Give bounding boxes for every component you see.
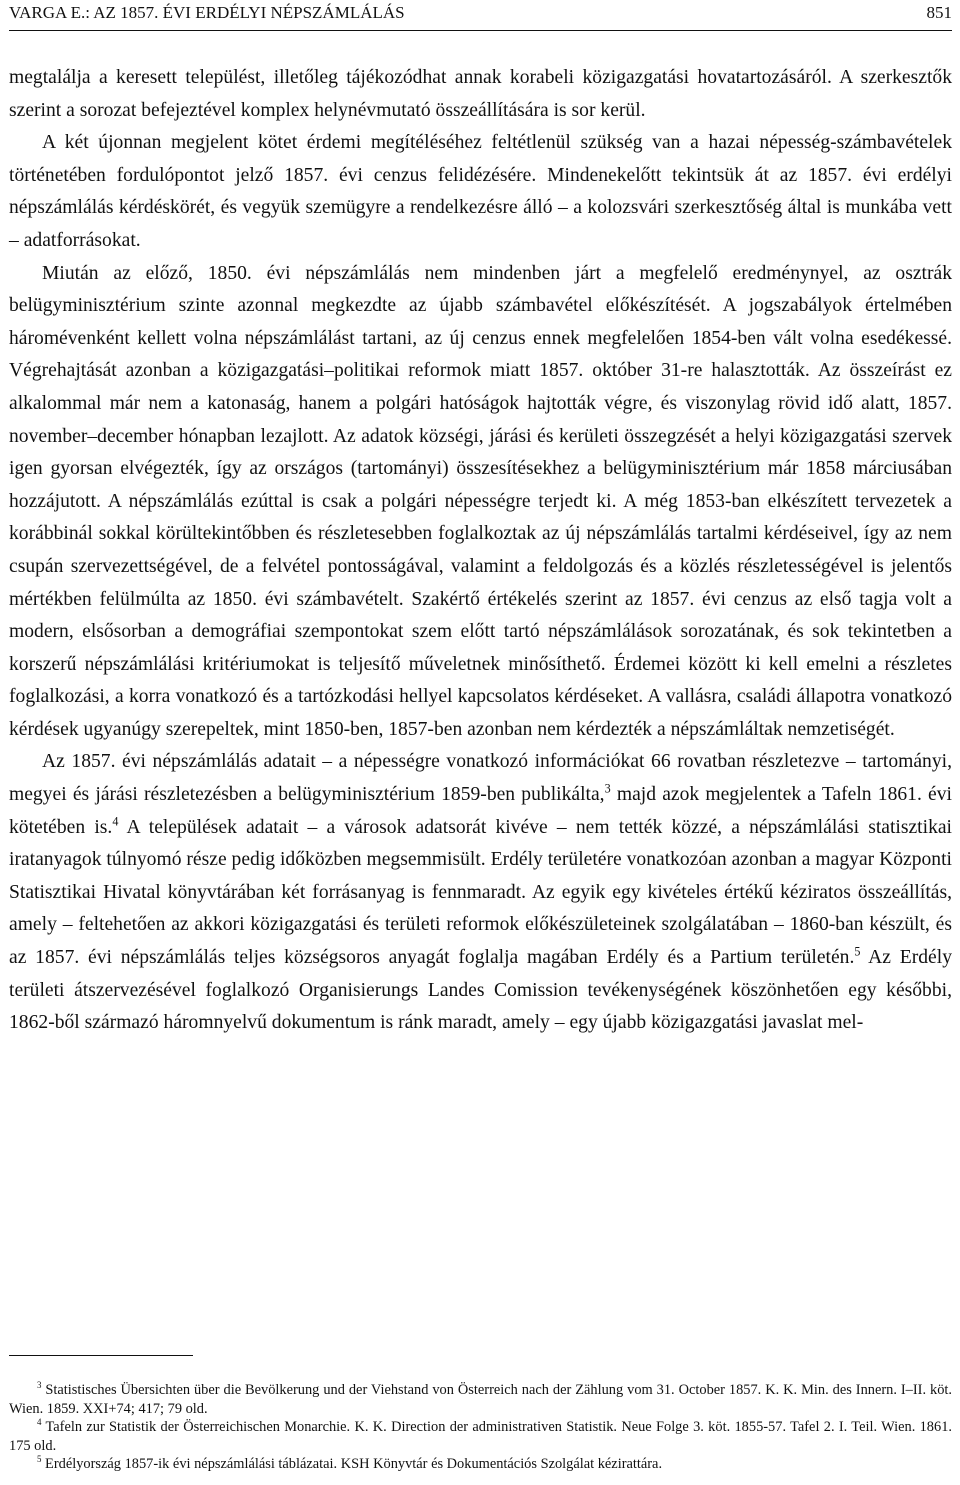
footnote-ref-4: 4 — [112, 814, 119, 829]
paragraph-3: Miután az előző, 1850. évi népszámlálás nem mindenben járt a megfelelő eredménynyel, az osztrák belügyminisztérium szinte azonnal megkezdte az újabb számbavétel előkészítését. A jogszabályok értelmében háromévenként kellett volna népszámlálást tartani, az új cenzus ennek megfelelően 1854-ben vált volna esedékessé. Végrehajtását azonban a közigazgatási–politikai reformok miatt 1857. október 31-re halasztották. Az összeírást ez alkalommal már nem a katonaság, hanem a polgári hatóságok hajtották végre, és viszonylag rövid idő alatt, 1857. november–december hónapban lezajlott. Az adatok községi, járási és kerületi összegzését a helyi közigazgatási szervek igen gyorsan elvégezték, így az országos (tartományi) összesítésekhez a belügyminisztérium már 1858 márciusában hozzájutott. A népszámlálás ezúttal is csak a polgári népességre terjedt ki. A még 1853-ban elkészített tervezetek a korábbinál sokkal körültekintőbben és részletesebben foglalkoztak az új népszámlálás tartalmi kérdéseivel, így az nem csupán szervezettségével, de a felvétel pontosságával, valamint a feldolgozás és a közlés részletességével is jelentős mértékben felülmúlta az 1850. évi számbavételt. Szakértő értékelés szerint az 1857. évi cenzus az első tagja volt a modern, elsősorban a demográfiai szempontokat szem előtt tartó népszámlálások sorozatának, és sok tekintetben a korszerű népszámlálási kritériumokat is teljesítő műveletnek minősíthető. Érdemei között ki kell emelni a részletes foglalkozási, a korra vonatkozó és a tartózkodási hellyel kapcsolatos kérdéseket. A vallásra, családi állapotra vonatkozó kérdések ugyanúgy szerepeltek, mint 1850-ben, 1857-ben azonban nem kérdezték a népszámláltak nemzetiségét. — [9, 262, 952, 740]
footnote-ref-5: 5 — [854, 944, 861, 959]
body-text — [9, 62, 952, 1040]
running-header — [9, 2, 952, 28]
footnote-rule — [9, 1355, 193, 1356]
footnote-5 — [9, 1455, 952, 1474]
footnote-3 — [9, 1381, 952, 1418]
paragraph-4-part-c: A települések adatait – a városok adatsorát kivéve – nem tették közzé, a népszámlálási statisztikai iratanyagok túlnyomó része pedig időközben megsemmisült. Erdély területére vonatkozóan azonban a magyar Központi Statisztikai Hivatal könyvtárában két forrásanyag is fennmaradt. Az egyik egy kivételes értékű kéziratos összeállítás, amely – feltehetően az akkori közigazgatási és területi reformok előkészületeinek szolgálatában – 1860-ban készült, és az 1857. évi népszámlálás teljes községsoros anyagát foglalja magában Erdély és a Partium területén. — [9, 816, 953, 969]
footnote-ref-3: 3 — [604, 781, 611, 796]
footnote-mark: 5 — [37, 1454, 42, 1465]
footnote-text: Tafeln zur Statistik der Österreichischen Monarchie. K. K. Direction der administrativen Statistik. Neue Folge 3. köt. 1855-57. Tafel 2. I. Teil. Wien. 1861. 175 old. — [9, 1419, 952, 1454]
paragraph-4-part-b: majd azok megjelentek a Tafeln 1861. évi kötetében is. — [9, 784, 952, 838]
page-number: 851 — [926, 3, 952, 22]
paragraph-4-part-d: Az Erdély területi átszervezésével foglalkozó Organisierungs Landes Comission tevékenységének köszönhetően egy későbbi, 1862-ből származó háromnyelvű dokumentum is ránk maradt, amely – egy újabb közigazgatási javaslat mel- — [9, 947, 952, 1034]
footnote-text: Statistisches Übersichten über die Bevölkerung und der Viehstand von Österreich nach der Zählung vom 31. October 1857. K. K. Min. des Innern. I–II. köt. Wien. 1859. XXI+74; 417; 79 old. — [9, 1382, 952, 1417]
paragraph-2: A két újonnan megjelent kötet érdemi megítéléséhez feltétlenül szükség van a hazai népesség-számbavételek történetében fordulópontot jelző 1857. évi cenzus felidézésére. Mindenekelőtt tekintsük át az 1857. évi erdélyi népszámlálás kérdéskörét, és vegyük szemügyre a rendelkezésre álló – a kolozsvári szerkesztőség által is munkába vett – adatforrásokat. — [9, 132, 952, 251]
footnote-text: Erdélyország 1857-ik évi népszámlálási táblázatai. KSH Könyvtár és Dokumentációs Szolgálat kézirattára. — [41, 1456, 663, 1473]
footnote-mark: 4 — [37, 1417, 42, 1428]
footnote-mark: 3 — [37, 1380, 42, 1391]
paragraph-4 — [9, 746, 952, 1039]
footnotes — [9, 1381, 952, 1474]
paragraph-4-part-a: Az 1857. évi népszámlálás adatait – a népességre vonatkozó információkat 66 rovatban részletezve – tartományi, megyei és járási részletezésben a belügyminisztérium 1859-ben publikálta, — [9, 751, 952, 806]
running-title: VARGA E.: AZ 1857. ÉVI ERDÉLYI NÉPSZÁMLÁLÁS — [9, 3, 405, 22]
header-rule — [9, 30, 952, 31]
footnote-4 — [9, 1418, 952, 1455]
paragraph-1: megtalálja a keresett települést, illetőleg tájékozódhat annak korabeli közigazgatási hovatartozásáról. A szerkesztők szerint a sorozat befejeztével komplex helynévmutató összeállítására is sor kerül. — [9, 67, 952, 121]
